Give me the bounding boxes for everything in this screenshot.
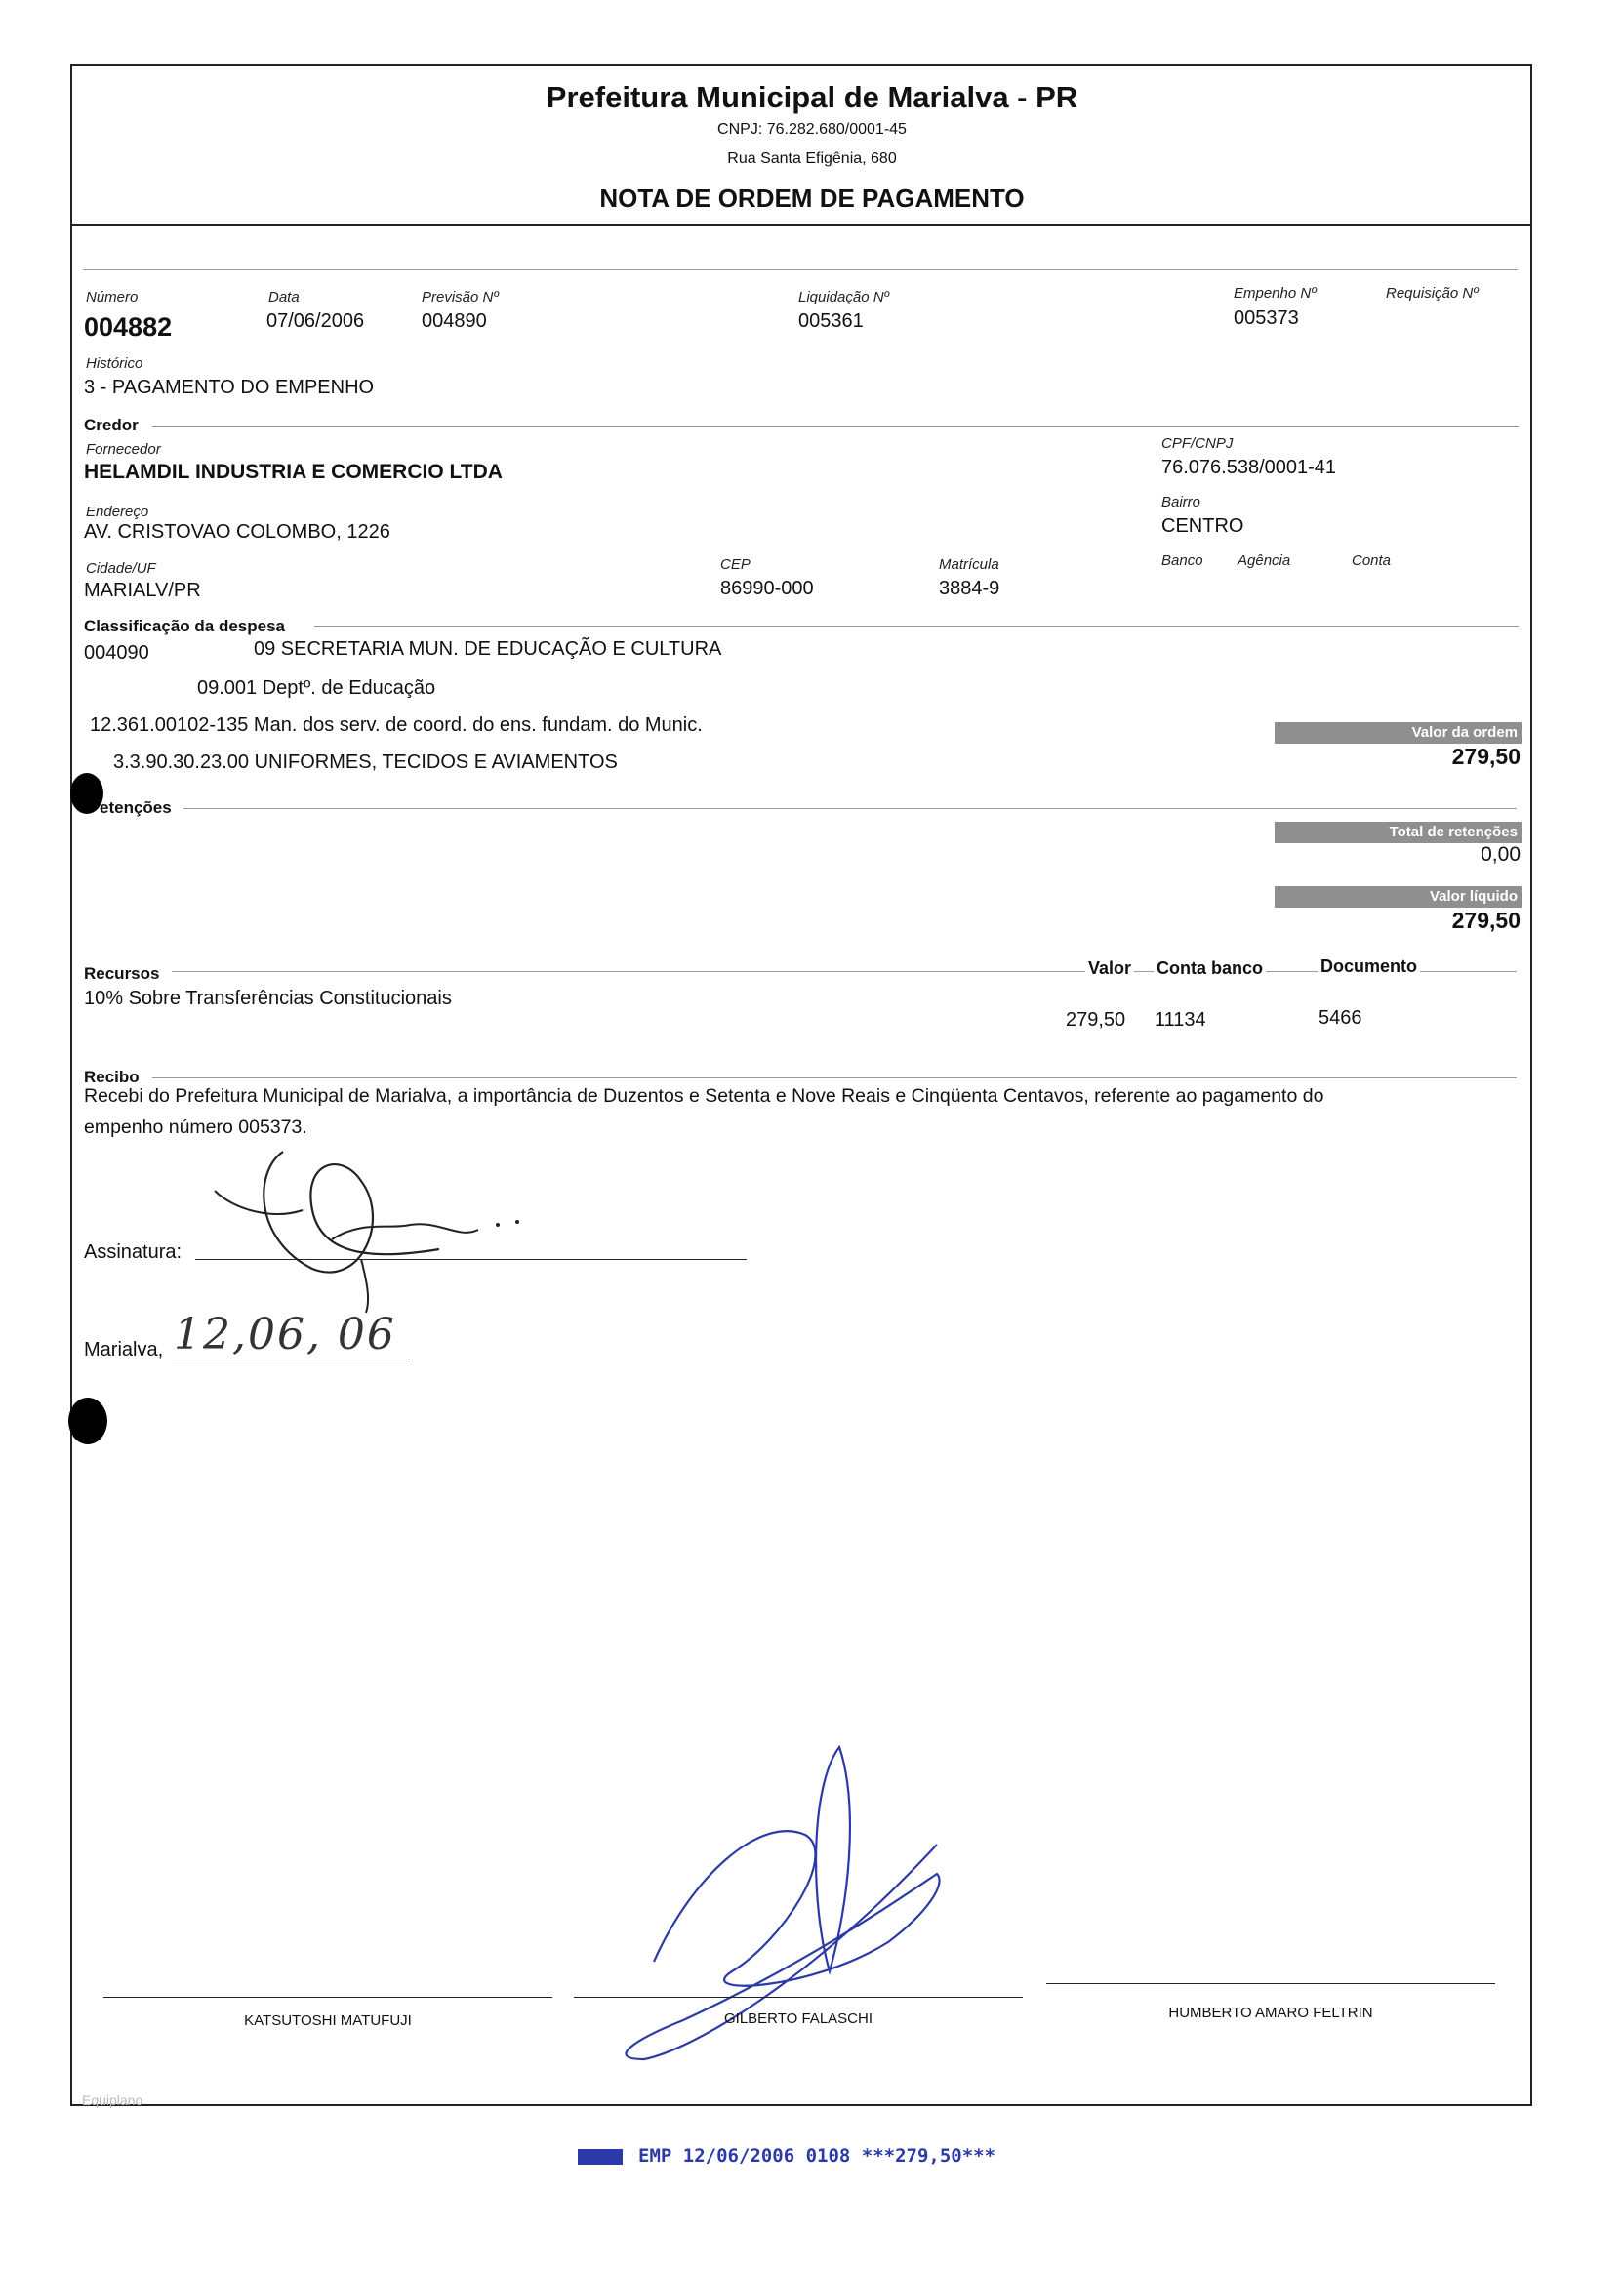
signature-line-3 [1046,1983,1495,1984]
recursos-conta-banco-label: Conta banco [1154,958,1266,979]
recibo-text-line-2: empenho número 005373. [84,1116,307,1138]
endereco-label: Endereço [86,504,149,520]
endereco-value: AV. CRISTOVAO COLOMBO, 1226 [84,521,390,543]
handwritten-date: 12,06, 06 [174,1310,396,1359]
cidade-label: Cidade/UF [86,560,156,577]
bairro-value: CENTRO [1161,515,1244,537]
cidade-value: MARIALV/PR [84,580,201,601]
cep-label: CEP [720,556,751,573]
recursos-valor-label: Valor [1085,958,1134,979]
classificacao-line-3: 12.361.00102-135 Man. dos serv. de coord. do ens. fundam. do Munic. [90,714,703,736]
local-label: Marialva, [84,1339,164,1360]
retencoes-section: etenções [100,798,172,817]
signatory-3: HUMBERTO AMARO FELTRIN [1168,2005,1373,2021]
recursos-conta-banco: 11134 [1155,1009,1206,1031]
data-value: 07/06/2006 [266,310,365,332]
classificacao-line-4: 3.3.90.30.23.00 UNIFORMES, TECIDOS E AVIAMENTOS [113,751,618,773]
signature-line-1 [103,1997,552,1998]
valor-ordem-value: 279,50 [1451,744,1521,769]
ids-divider [83,269,1518,270]
liquidacao-label: Liquidação Nº [798,289,890,305]
bairro-label: Bairro [1161,494,1201,510]
historico-label: Histórico [86,355,143,372]
credor-rule [152,426,1519,427]
classificacao-rule [314,626,1519,627]
fornecedor-label: Fornecedor [86,441,161,458]
banco-label: Banco [1161,552,1203,569]
signature-line-2 [574,1997,1023,1998]
cnpj-line: CNPJ: 76.282.680/0001-45 [717,121,907,138]
matricula-value: 3884-9 [939,578,1000,599]
valor-ordem-bar [1275,722,1522,744]
conta-label: Conta [1352,552,1392,569]
data-label: Data [268,289,300,305]
valor-liquido-bar [1275,886,1522,908]
punch-hole-top [70,773,103,814]
historico-value: 3 - PAGAMENTO DO EMPENHO [84,377,375,398]
stamp-logo-icon [578,2149,623,2165]
classificacao-line-2: 09.001 Deptº. de Educação [197,677,436,699]
document-title: NOTA DE ORDEM DE PAGAMENTO [599,183,1025,213]
payment-stamp: EMP 12/06/2006 0108 ***279,50*** [638,2145,996,2167]
numero-value: 004882 [84,312,173,342]
punch-hole-bottom [68,1398,107,1444]
recibo-section: Recibo [84,1068,140,1086]
cep-value: 86990-000 [720,578,814,599]
retencoes-rule [183,808,1517,809]
recibo-rule [152,1077,1517,1078]
recursos-documento: 5466 [1319,1007,1362,1029]
recursos-value: 10% Sobre Transferências Constitucionais [84,988,452,1009]
total-retencoes-value: 0,00 [1481,843,1521,866]
previsao-label: Previsão Nº [422,289,499,305]
valor-ordem-label: Valor da ordem [1411,724,1518,741]
empenho-value: 005373 [1234,307,1299,329]
total-retencoes-label: Total de retenções [1389,824,1518,840]
receipt-signature [195,1132,586,1318]
header-divider [70,224,1532,226]
agencia-label: Agência [1238,552,1291,569]
signatory-1: KATSUTOSHI MATUFUJI [244,2012,412,2029]
recibo-text-line-1: Recebi do Prefeitura Municipal de Marialva, a importância de Duzentos e Setenta e Nove Reais e Cinqüenta Centavos, referente ao pagamento do [84,1085,1324,1107]
classificacao-line-1: 09 SECRETARIA MUN. DE EDUCAÇÃO E CULTURA [254,638,722,660]
credor-section: Credor [84,416,139,434]
numero-label: Número [86,289,139,305]
recursos-documento-label: Documento [1318,956,1420,977]
valor-liquido-label: Valor líquido [1429,888,1518,905]
valor-liquido-value: 279,50 [1451,908,1521,933]
page-title: Prefeitura Municipal de Marialva - PR [546,80,1078,114]
classificacao-code: 004090 [84,642,149,664]
total-retencoes-bar [1275,822,1522,843]
liquidacao-value: 005361 [798,310,864,332]
assinatura-label: Assinatura: [84,1241,183,1263]
requisicao-label: Requisição Nº [1386,285,1479,302]
cpf-value: 76.076.538/0001-41 [1161,457,1337,478]
recursos-valor: 279,50 [1066,1009,1126,1031]
cpf-label: CPF/CNPJ [1161,435,1234,452]
previsao-value: 004890 [422,310,487,332]
software-watermark: Equiplano [82,2092,143,2108]
signatory-2: GILBERTO FALASCHI [724,2010,873,2027]
recursos-section: Recursos [84,964,160,983]
empenho-label: Empenho Nº [1234,285,1317,302]
address-line: Rua Santa Efigênia, 680 [727,150,897,167]
fornecedor-value: HELAMDIL INDUSTRIA E COMERCIO LTDA [84,461,503,483]
recursos-rule [172,971,1517,972]
classificacao-section: Classificação da despesa [84,617,286,635]
matricula-label: Matrícula [939,556,999,573]
